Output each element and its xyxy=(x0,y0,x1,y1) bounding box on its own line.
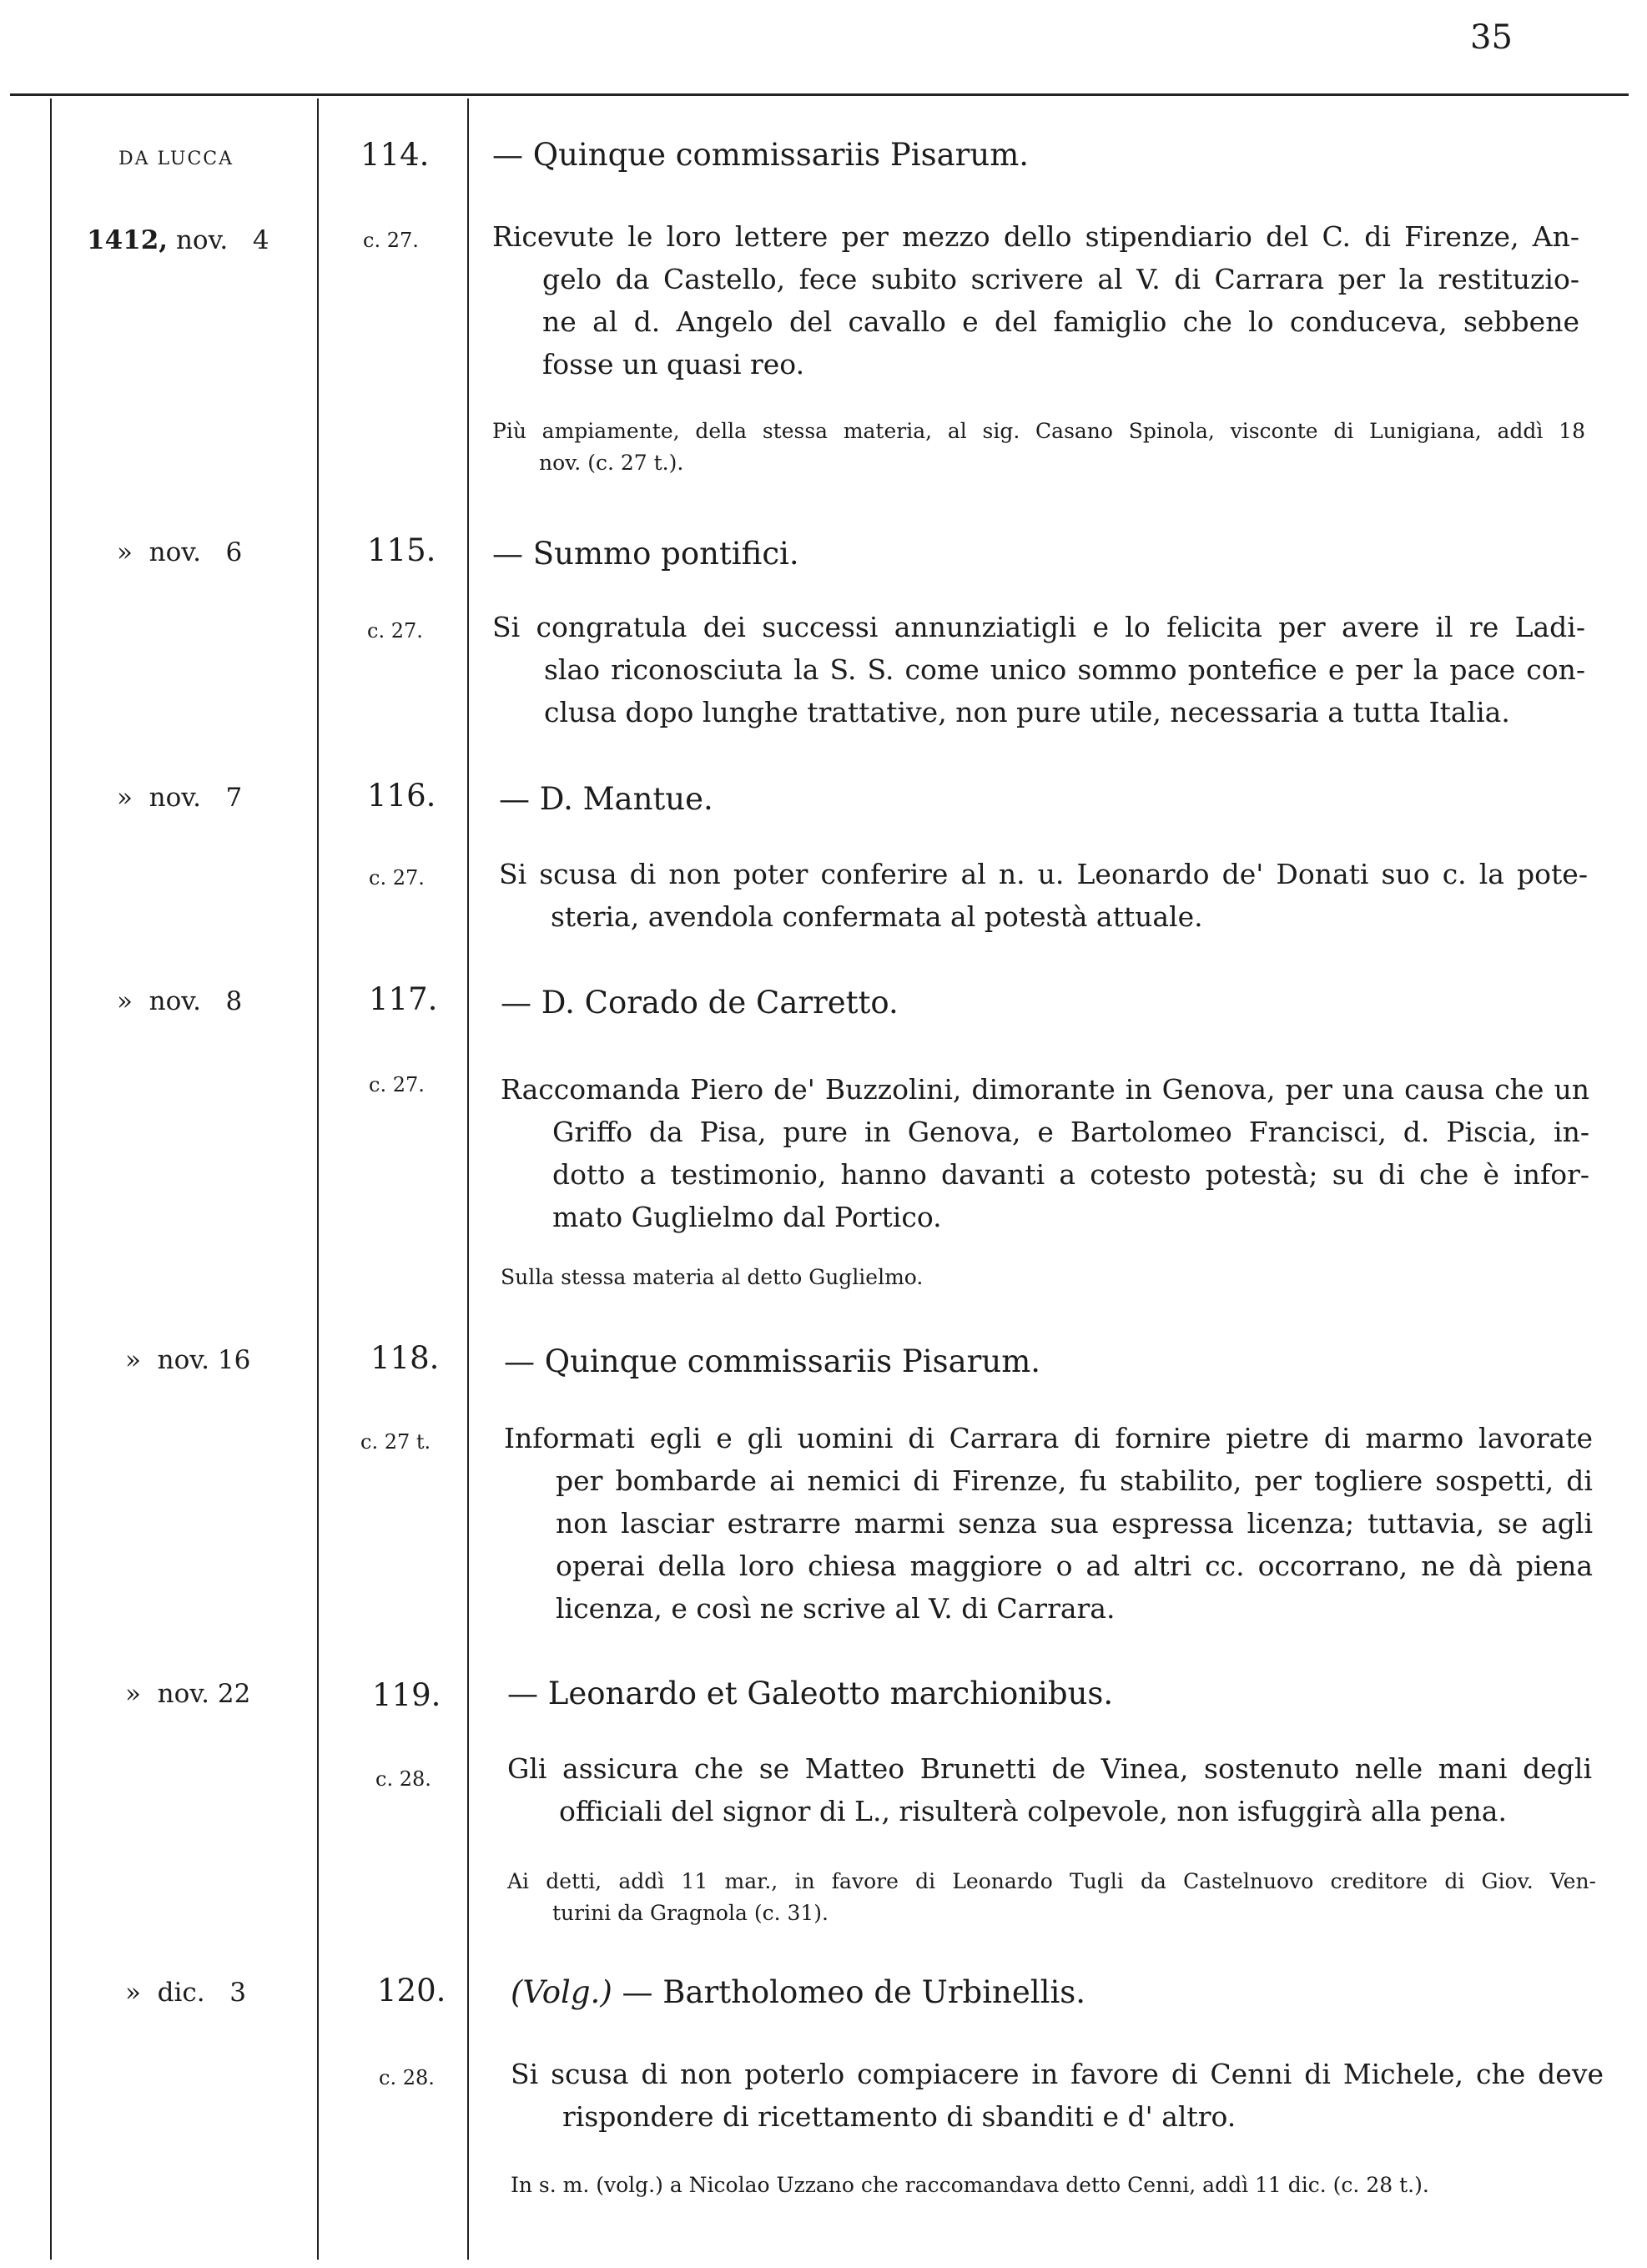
note-line: Sulla stessa materia al detto Guglielmo. xyxy=(501,1265,924,1289)
addressee-prefix: (Volg.) xyxy=(511,1974,612,2010)
text-line: clusa dopo lunghe trattative, non pure utile, necessaria a tutta Italia. xyxy=(544,696,1510,728)
entry-text xyxy=(492,215,1579,386)
text-line: licenza, e così ne scrive al V. di Carrara. xyxy=(556,1592,1116,1625)
entry-carta: c. 28. xyxy=(375,1767,431,1791)
entry-number: 115. xyxy=(367,532,436,568)
text-line: officiali del signor di L., risulterà colpevole, non isfuggirà alla pena. xyxy=(559,1795,1507,1827)
text-line: rispondere di ricettamento di sbanditi e d' altro. xyxy=(562,2100,1237,2133)
column-rule-right xyxy=(467,98,469,2260)
entry-carta: c. 27 t. xyxy=(360,1430,431,1454)
text-line: dotto a testimonio, hanno davanti a cotesto potestà; su di che è infor- xyxy=(552,1158,1589,1191)
note-line: nov. (c. 27 t.). xyxy=(539,451,684,475)
entry-carta: c. 27. xyxy=(369,1073,425,1096)
text-line: fosse un quasi reo. xyxy=(542,348,805,381)
entry-note xyxy=(511,2170,1429,2201)
addressee-text: — Quinque commissariis Pisarum. xyxy=(504,1343,1041,1379)
entry-note xyxy=(492,416,1585,479)
text-line: operai della loro chiesa maggiore o ad altri cc. occorrano, ne dà piena xyxy=(556,1550,1593,1582)
top-rule xyxy=(10,93,1629,96)
addressee-text: — D. Mantue. xyxy=(499,781,713,817)
addressee-text: — D. Corado de Carretto. xyxy=(501,985,899,1021)
entry-addressee xyxy=(499,781,713,817)
entry-addressee xyxy=(492,137,1029,173)
text-line: Si scusa di non poter conferire al n. u. Leonardo de' Donati suo c. la pote- xyxy=(499,858,1588,890)
page-number: 35 xyxy=(1470,18,1513,57)
entry-text xyxy=(507,1747,1592,1832)
column-rule-middle xyxy=(317,98,319,2260)
entry-date: » nov. 22 xyxy=(125,1679,251,1709)
entry-number: 118. xyxy=(370,1340,440,1376)
text-line: Gli assicura che se Matteo Brunetti de Vinea, sostenuto nelle mani degli xyxy=(507,1752,1592,1785)
date-day: nov. 4 xyxy=(175,225,269,255)
entry-carta: c. 27. xyxy=(367,619,423,643)
text-line: per bombarde ai nemici di Firenze, fu stabilito, per togliere sospetti, di xyxy=(556,1464,1593,1497)
entry-text xyxy=(492,606,1585,733)
text-line: slao riconosciuta la S. S. come unico sommo pontefice e per la pace con- xyxy=(544,653,1585,686)
text-line: Griffo da Pisa, pure in Genova, e Bartolomeo Francisci, d. Piscia, in- xyxy=(552,1116,1589,1148)
entry-number: 119. xyxy=(372,1677,441,1713)
entry-date xyxy=(87,225,269,255)
note-line: Più ampiamente, della stessa materia, al sig. Casano Spinola, visconte di Lunigiana, addì 18 xyxy=(492,419,1585,443)
column-rule-left xyxy=(50,98,52,2260)
text-line: Raccomanda Piero de' Buzzolini, dimorante in Genova, per una causa che un xyxy=(501,1073,1589,1106)
text-line: Si scusa di non poterlo compiacere in favore di Cenni di Michele, che deve xyxy=(511,2058,1604,2090)
entry-date: » nov. 7 xyxy=(117,783,243,813)
text-line: Informati egli e gli uomini di Carrara di fornire pietre di marmo lavorate xyxy=(504,1422,1593,1454)
entry-date: » dic. 3 xyxy=(125,1978,246,2008)
addressee-text: — Summo pontifici. xyxy=(492,536,799,572)
text-line: ne al d. Angelo del cavallo e del famiglio che lo conduceva, sebbene xyxy=(542,305,1579,338)
note-line: Ai detti, addì 11 mar., in favore di Leonardo Tugli da Castelnuovo creditore di Giov. Ven- xyxy=(507,1869,1596,1893)
addressee-text: — Bartholomeo de Urbinellis. xyxy=(622,1974,1086,2010)
note-line: In s. m. (volg.) a Nicolao Uzzano che raccomandava detto Cenni, addì 11 dic. (c. 28 t.). xyxy=(511,2173,1429,2197)
entry-text xyxy=(501,1068,1589,1238)
entry-text xyxy=(499,853,1588,938)
addressee-text: — Quinque commissariis Pisarum. xyxy=(492,137,1030,173)
entry-date: » nov. 6 xyxy=(117,537,243,567)
entry-note xyxy=(507,1866,1596,1929)
entry-carta: c. 28. xyxy=(379,2066,435,2089)
text-line: gelo da Castello, fece subito scrivere al V. di Carrara per la restituzio- xyxy=(542,263,1579,295)
entry-carta: c. 27. xyxy=(363,229,419,252)
text-line: Si congratula dei successi annunziatigli e lo felicita per avere il re Ladi- xyxy=(492,611,1585,643)
entry-note xyxy=(501,1262,923,1293)
entry-number: 117. xyxy=(369,981,438,1017)
entry-date: » nov. 8 xyxy=(117,986,243,1016)
entry-addressee xyxy=(501,985,899,1021)
entry-number: 116. xyxy=(367,778,436,814)
entry-number: 114. xyxy=(360,137,430,173)
entry-addressee xyxy=(504,1343,1040,1379)
entry-carta: c. 27. xyxy=(369,866,425,890)
entry-addressee xyxy=(492,536,799,572)
entry-text xyxy=(504,1417,1593,1630)
text-line: mato Guglielmo dal Portico. xyxy=(552,1201,942,1233)
entry-date: » nov. 16 xyxy=(125,1345,251,1375)
note-line: turini da Gragnola (c. 31). xyxy=(552,1901,829,1925)
date-year: 1412, xyxy=(87,225,169,255)
header-da-lucca: DA LUCCA xyxy=(118,149,234,169)
text-line: Ricevute le loro lettere per mezzo dello stipendiario del C. di Firenze, An- xyxy=(492,220,1579,253)
addressee-text: — Leonardo et Galeotto marchionibus. xyxy=(507,1676,1114,1711)
entry-number: 120. xyxy=(377,1973,446,2008)
text-line: steria, avendola confermata al potestà attuale. xyxy=(551,900,1203,933)
text-line: non lasciar estrarre marmi senza sua espressa licenza; tuttavia, se agli xyxy=(556,1507,1593,1540)
entry-addressee xyxy=(507,1676,1113,1711)
entry-text xyxy=(511,2053,1604,2138)
entry-addressee xyxy=(511,1974,1085,2010)
